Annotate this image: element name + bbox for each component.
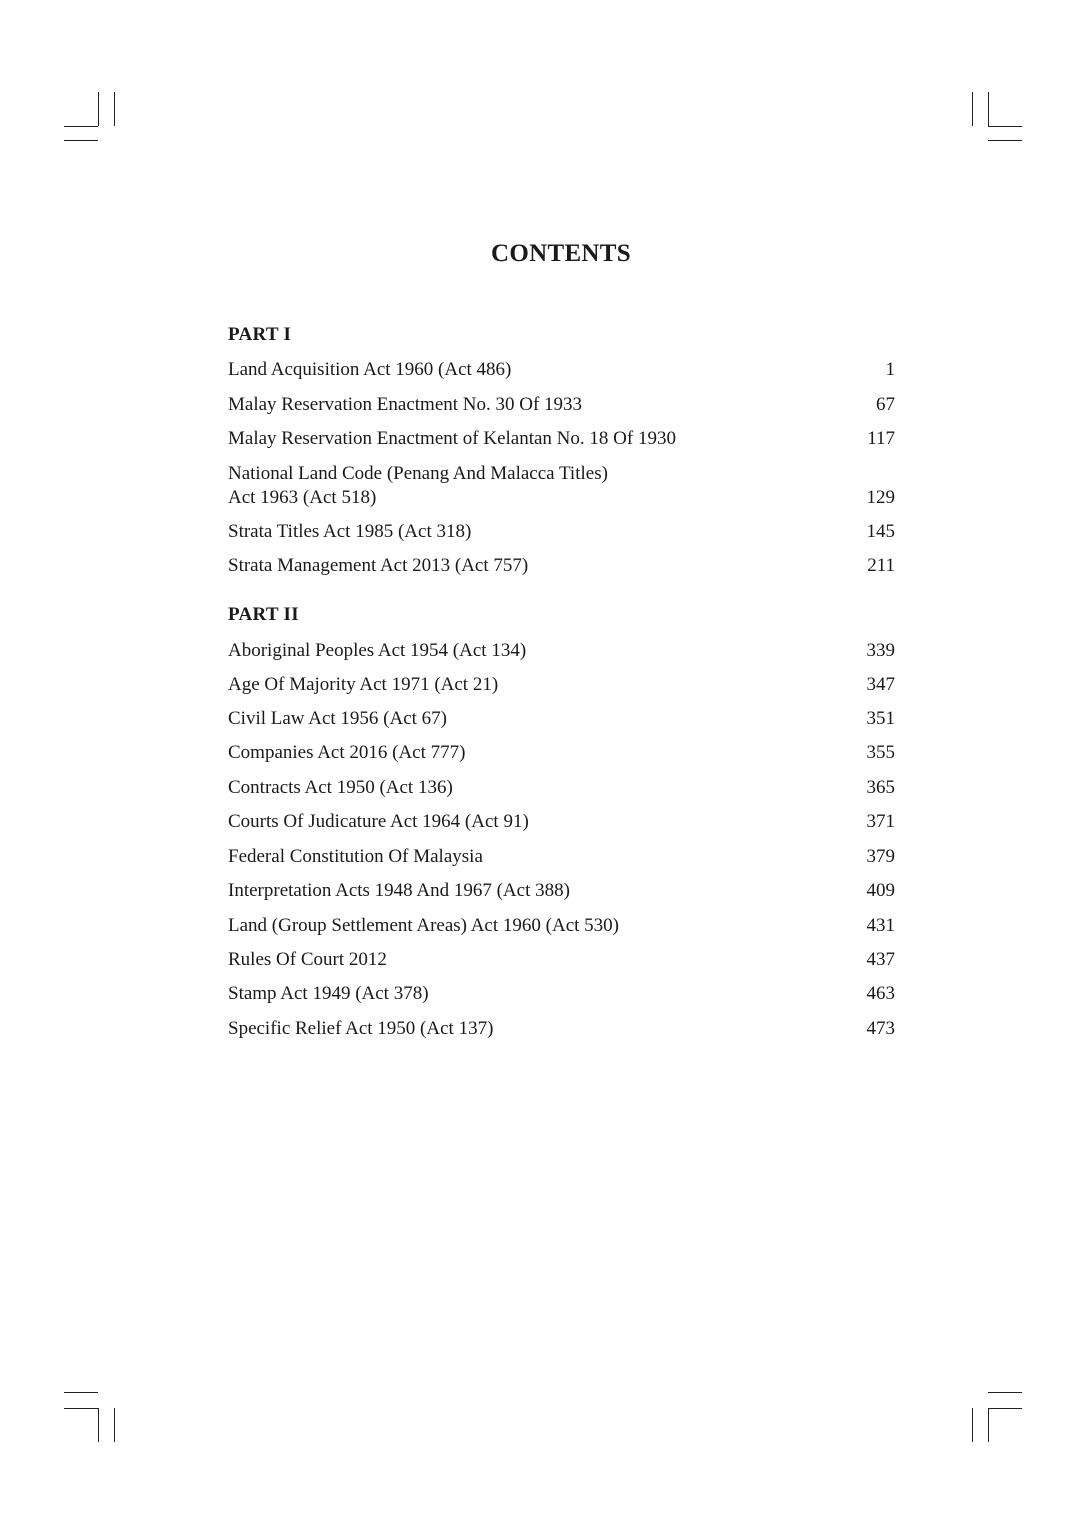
toc-entry-page: 351 — [866, 708, 895, 729]
toc-entry-page: 1 — [885, 359, 895, 380]
toc-entry[interactable] — [228, 948, 895, 972]
crop-mark — [972, 92, 973, 126]
toc-entry[interactable] — [228, 358, 895, 382]
toc-entry[interactable] — [228, 879, 895, 903]
toc-entry-page: 347 — [866, 674, 895, 695]
crop-mark — [988, 140, 1022, 141]
toc-entry-title: Strata Titles Act 1985 (Act 318) — [228, 521, 472, 542]
part-heading: PART I — [228, 324, 292, 345]
toc-entry[interactable] — [228, 393, 895, 417]
crop-mark — [114, 1408, 115, 1442]
toc-entry-page: 431 — [866, 915, 895, 936]
crop-mark — [988, 1392, 1022, 1393]
toc-entry[interactable] — [228, 554, 895, 578]
toc-entry-title: Federal Constitution Of Malaysia — [228, 846, 483, 867]
toc-entry[interactable] — [228, 1017, 895, 1041]
toc-entry-page: 339 — [866, 640, 895, 661]
crop-mark — [972, 1408, 973, 1442]
part-heading: PART II — [228, 604, 299, 625]
toc-entry-title: Companies Act 2016 (Act 777) — [228, 742, 466, 763]
toc-entry-page: 409 — [866, 880, 895, 901]
crop-mark — [988, 1408, 989, 1442]
toc-entry-page: 145 — [866, 521, 895, 542]
crop-mark — [64, 1392, 98, 1393]
toc-entry-title: Interpretation Acts 1948 And 1967 (Act 388) — [228, 880, 570, 901]
toc-entry-title: Specific Relief Act 1950 (Act 137) — [228, 1018, 494, 1039]
toc-entry-page: 117 — [867, 428, 895, 449]
toc-entry[interactable] — [228, 427, 895, 451]
toc-entry-title: Age Of Majority Act 1971 (Act 21) — [228, 674, 499, 695]
crop-mark — [64, 140, 98, 141]
toc-entry[interactable] — [228, 845, 895, 869]
toc-entry[interactable] — [228, 639, 895, 663]
toc-entry-page: 211 — [867, 555, 895, 576]
toc-entry[interactable] — [228, 982, 895, 1006]
crop-mark — [988, 1408, 1022, 1409]
toc-entry-title-line2: Act 1963 (Act 518) — [228, 487, 377, 508]
page-title: CONTENTS — [491, 240, 631, 267]
toc-entry[interactable] — [228, 776, 895, 800]
toc-entry-title: Malay Reservation Enactment of Kelantan No. 18 Of 1930 — [228, 428, 676, 449]
crop-mark — [64, 1408, 98, 1409]
crop-mark — [988, 126, 1022, 127]
toc-entry-title: Malay Reservation Enactment No. 30 Of 1933 — [228, 394, 583, 415]
toc-entry-page: 371 — [866, 811, 895, 832]
toc-entry-title: Courts Of Judicature Act 1964 (Act 91) — [228, 811, 529, 832]
toc-entry-page: 67 — [876, 394, 895, 415]
toc-entry-page: 129 — [866, 487, 895, 508]
crop-mark — [64, 126, 98, 127]
crop-mark — [98, 92, 99, 126]
toc-entry-title: Land Acquisition Act 1960 (Act 486) — [228, 359, 512, 380]
toc-entry[interactable] — [228, 707, 895, 731]
toc-entry-title: Stamp Act 1949 (Act 378) — [228, 983, 429, 1004]
crop-mark — [988, 92, 989, 126]
toc-entry-title: Aboriginal Peoples Act 1954 (Act 134) — [228, 640, 527, 661]
toc-entry-title: National Land Code (Penang And Malacca Titles) — [228, 463, 608, 484]
toc-entry[interactable] — [228, 673, 895, 697]
toc-entry-page: 463 — [866, 983, 895, 1004]
toc-entry-title: Contracts Act 1950 (Act 136) — [228, 777, 453, 798]
toc-entry[interactable] — [228, 520, 895, 544]
toc-entry-page: 473 — [866, 1018, 895, 1039]
toc-entry-title: Civil Law Act 1956 (Act 67) — [228, 708, 447, 729]
toc-entry-title: Land (Group Settlement Areas) Act 1960 (Act 530) — [228, 915, 619, 936]
crop-mark — [98, 1408, 99, 1442]
toc-entry-page: 355 — [866, 742, 895, 763]
toc-entry[interactable] — [228, 741, 895, 765]
toc-entry[interactable] — [228, 914, 895, 938]
toc-entry-page: 365 — [866, 777, 895, 798]
toc-entry[interactable] — [228, 462, 895, 510]
toc-entry-page: 379 — [866, 846, 895, 867]
toc-entry-page: 437 — [866, 949, 895, 970]
crop-mark — [114, 92, 115, 126]
toc-entry-title: Strata Management Act 2013 (Act 757) — [228, 555, 529, 576]
toc-entry-title: Rules Of Court 2012 — [228, 949, 387, 970]
toc-entry[interactable] — [228, 810, 895, 834]
